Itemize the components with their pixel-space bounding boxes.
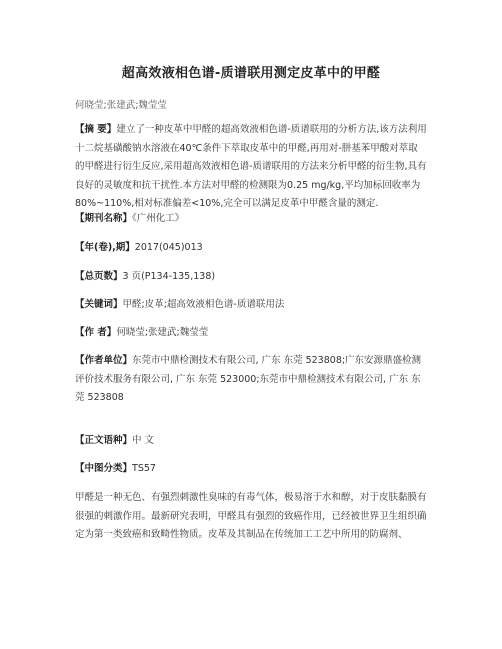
author-line: 何晓莹;张建武;魏莹莹	[75, 100, 167, 111]
field-journal-name	[75, 210, 427, 229]
field-value: TS57	[132, 463, 156, 474]
abstract-label: 【摘 要】	[75, 124, 117, 135]
field-value: 东莞市中鼎检测技术有限公司, 广东 东莞 523808;广东安源鼎盛检测评价技术服务有限公司, 广东 东莞 523000;东莞市中鼎检测技术有限公司, 广东 东莞 523808	[75, 355, 422, 403]
field-value: 2017(045)013	[134, 242, 203, 253]
field-label: 【年(卷),期】	[75, 242, 135, 253]
field-label: 【总页数】	[75, 271, 123, 282]
field-year-volume-issue	[75, 239, 427, 258]
field-label: 【正文语种】	[75, 435, 133, 446]
field-author-affiliation	[75, 352, 427, 408]
page-title: 超高效液相色谱-质谱联用测定皮革中的甲醛	[121, 66, 381, 81]
field-authors	[75, 324, 427, 343]
field-value: 中 文	[132, 435, 155, 446]
abstract-text: 建立了一种皮革中甲醛的超高效液相色谱-质谱联用的分析方法,该方法利用十二烷基磺酸钠水溶液在40℃条件下萃取皮革中的甲醛,再用对-肼基苯甲酸对萃取的甲醛进行衍生反应,采用超高效液相色谱-质谱联用的方法来分析甲醛的衍生物,具有良好的灵敏度和抗干扰性.本方法对甲醛的检测限为0.25 mg/kg,平均加标回收率为80%~110%,相对标准偏差<10%,完全可以满足皮革中甲醛含量的测定.	[75, 124, 427, 209]
field-total-pages	[75, 268, 427, 287]
field-label: 【作者单位】	[75, 355, 133, 366]
field-language	[75, 432, 427, 451]
field-label: 【中图分类】	[75, 463, 133, 474]
field-value: 《广州化工》	[132, 213, 185, 224]
field-value: 3 页(P134-135,138)	[122, 271, 216, 282]
field-keywords	[75, 296, 427, 315]
field-value: 甲醛;皮革;超高效液相色谱-质谱联用法	[122, 299, 285, 310]
field-label: 【期刊名称】	[75, 213, 133, 224]
field-value: 何晓莹;张建武;魏莹莹	[116, 327, 209, 338]
field-label: 【作 者】	[75, 327, 117, 338]
body-paragraph: 甲醛是一种无色、有强烈刺激性臭味的有毒气体，极易溶于水和醇，对于皮肤黏膜有很强的刺激作用。最新研究表明，甲醛具有强烈的致癌作用，已经被世界卫生组织确定为第一类致癌和致畸性物质。皮革及其制品在传统加工工艺中所用的防腐剂、	[75, 492, 427, 540]
abstract-section	[75, 121, 427, 214]
field-classification	[75, 460, 427, 479]
field-label: 【关键词】	[75, 299, 123, 310]
